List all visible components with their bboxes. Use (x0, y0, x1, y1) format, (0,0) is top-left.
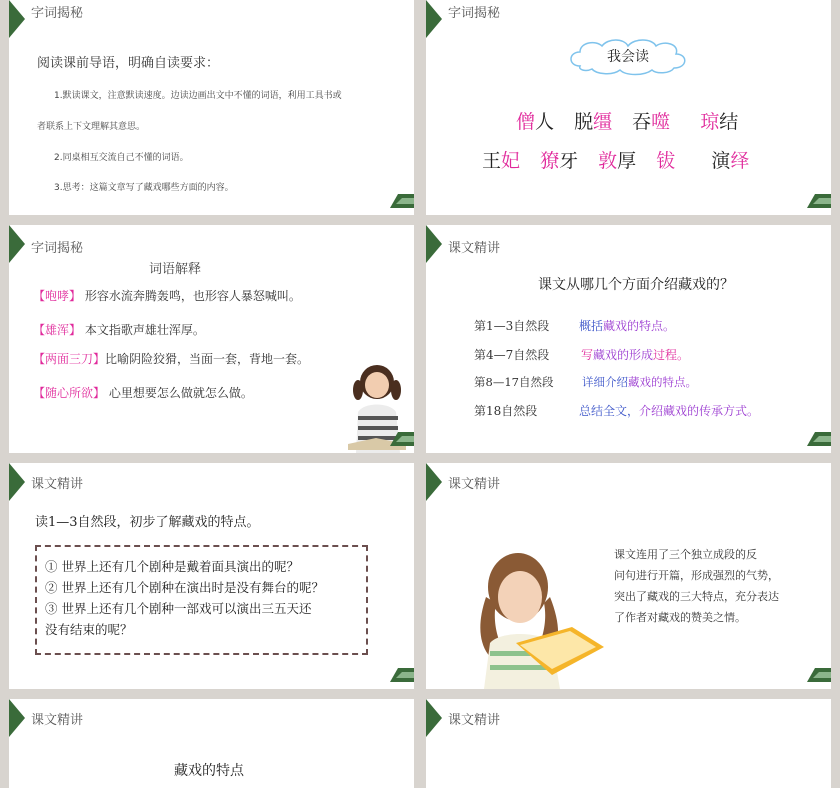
para-row (474, 346, 690, 363)
question-line: 没有结束的呢？ (45, 622, 133, 637)
word-char-hl: 噬 (651, 111, 671, 133)
term-tag: 【随心所欲】 (33, 386, 106, 400)
item-2: 2.同桌相互交流自己不懂的词语。 (54, 153, 189, 163)
summary-object: 藏戏的特点。 (603, 319, 676, 333)
term-row (33, 384, 253, 401)
summary-verb: 写 (581, 348, 594, 362)
question-line: ③ 世界上还有几个剧种一部戏可以演出三五天还 (45, 601, 312, 616)
para-range: 第4—7自然段 (474, 348, 550, 362)
para-summary (581, 346, 689, 363)
leaf-icon (807, 194, 831, 208)
item-3: 3.思考：这篇文章写了藏戏哪些方面的内容。 (54, 183, 234, 193)
section-title: 课文精讲 (448, 713, 501, 728)
corner-marker-icon (9, 463, 25, 501)
slide-6[interactable] (426, 463, 831, 689)
corner-marker-icon (9, 225, 25, 263)
term-def: 心里想要怎么做就怎么做。 (105, 386, 253, 400)
cloud-label: 我会读 (607, 49, 649, 65)
summary-object: 藏戏的形成 (593, 348, 654, 362)
corner-marker-icon (9, 0, 25, 38)
word (574, 111, 612, 133)
slide-7[interactable] (9, 699, 414, 788)
term-tag: 【咆哮】 (33, 289, 82, 303)
lead-text: 读1—3自然段，初步了解藏戏的特点。 (35, 515, 260, 530)
section-title: 课文精讲 (448, 477, 501, 492)
slide-4[interactable] (426, 225, 831, 453)
word-char-hl: 钹 (656, 150, 676, 172)
analysis-line: 课文连用了三个独立成段的反 (614, 548, 757, 561)
word-char: 厚 (617, 150, 637, 172)
section-title: 课文精讲 (31, 477, 84, 492)
leaf-icon (390, 668, 414, 682)
word (482, 150, 520, 172)
word (632, 111, 670, 133)
section-title: 字词揭秘 (31, 241, 84, 256)
slide-5[interactable] (9, 463, 414, 689)
summary-object: 藏戏的特点。 (628, 375, 697, 389)
word (516, 111, 554, 133)
slide-heading: 藏戏的特点 (174, 763, 244, 779)
slide-question: 课文从哪几个方面介绍藏戏的？ (538, 277, 734, 293)
para-summary (579, 402, 759, 419)
corner-marker-icon (9, 699, 25, 737)
summary-tail: 过程。 (653, 348, 690, 362)
word-row-1 (516, 107, 738, 134)
cloud-bubble (566, 36, 690, 76)
slide-heading: 词语解释 (149, 262, 202, 277)
word-char: 牙 (559, 150, 579, 172)
para-range: 第1—3自然段 (474, 319, 550, 333)
para-range: 第8—17自然段 (474, 375, 554, 389)
analysis-line: 突出了藏戏的三大特点，充分表达 (614, 590, 779, 603)
word-char-hl: 敦 (598, 150, 618, 172)
term-row (33, 287, 301, 304)
slide-1[interactable] (9, 0, 414, 215)
question-line: ① 世界上还有几个剧种是戴着面具演出的呢？ (45, 559, 299, 574)
word-char-hl: 僧 (516, 111, 536, 133)
analysis-line: 问句进行开篇，形成强烈的气势， (614, 569, 779, 582)
word-char-hl: 缰 (593, 111, 613, 133)
slide-3[interactable] (9, 225, 414, 453)
section-title: 字词揭秘 (448, 6, 501, 21)
word-char-hl: 獠 (540, 150, 560, 172)
corner-marker-icon (426, 0, 442, 38)
section-title: 课文精讲 (448, 241, 501, 256)
section-title: 字词揭秘 (31, 6, 84, 21)
summary-verb: 详细介绍 (582, 375, 628, 389)
summary-object: 介绍藏戏的传承方式。 (639, 404, 760, 418)
term-def: 形容水流奔腾轰鸣，也形容人暴怒喊叫。 (81, 289, 301, 303)
word-char: 王 (482, 150, 502, 172)
term-row (33, 321, 205, 338)
para-summary (582, 374, 697, 390)
term-def: 本文指歌声雄壮浑厚。 (81, 323, 205, 337)
word-char-hl: 琼 (700, 111, 720, 133)
word (656, 150, 675, 172)
word-char: 脱 (574, 111, 594, 133)
para-row (474, 402, 760, 419)
term-row (33, 350, 309, 367)
word-char: 结 (719, 111, 739, 133)
item-1-cont: 者联系上下文理解其意思。 (37, 122, 146, 132)
word (598, 150, 636, 172)
para-row (474, 374, 697, 390)
question-line: ② 世界上还有几个剧种在演出时是没有舞台的呢？ (45, 580, 324, 595)
word-char: 人 (535, 111, 555, 133)
analysis-line: 了作者对藏戏的赞美之情。 (614, 611, 746, 624)
word-char-hl: 妃 (501, 150, 521, 172)
leaf-icon (807, 668, 831, 682)
slide-2[interactable] (426, 0, 831, 215)
summary-verb: 总结全文， (579, 404, 640, 418)
corner-marker-icon (426, 463, 442, 501)
reading-girl-illustration (456, 547, 606, 689)
corner-marker-icon (426, 699, 442, 737)
intro-text: 阅读课前导语，明确自读要求： (37, 56, 220, 71)
word (700, 111, 738, 133)
word (540, 150, 578, 172)
word-char: 演 (711, 150, 731, 172)
para-range: 第18自然段 (474, 404, 538, 418)
para-row (474, 317, 676, 334)
term-tag: 【雄浑】 (33, 323, 82, 337)
leaf-icon (390, 432, 414, 446)
word-row-2 (482, 146, 749, 173)
question-box (35, 545, 368, 655)
para-summary (579, 317, 675, 334)
leaf-icon (390, 194, 414, 208)
summary-verb: 概括 (579, 319, 604, 333)
word (711, 150, 749, 172)
slide-8[interactable] (426, 699, 831, 788)
term-def: 比喻阴险狡猾，当面一套，背地一套。 (105, 352, 310, 366)
corner-marker-icon (426, 225, 442, 263)
term-tag: 【两面三刀】 (33, 352, 106, 366)
section-title: 课文精讲 (31, 713, 84, 728)
item-1: 1.默读课文，注意默读速度。边读边画出文中不懂的词语，利用工具书或 (54, 91, 342, 101)
word-char-hl: 绎 (730, 150, 750, 172)
word-char: 吞 (632, 111, 652, 133)
leaf-icon (807, 432, 831, 446)
